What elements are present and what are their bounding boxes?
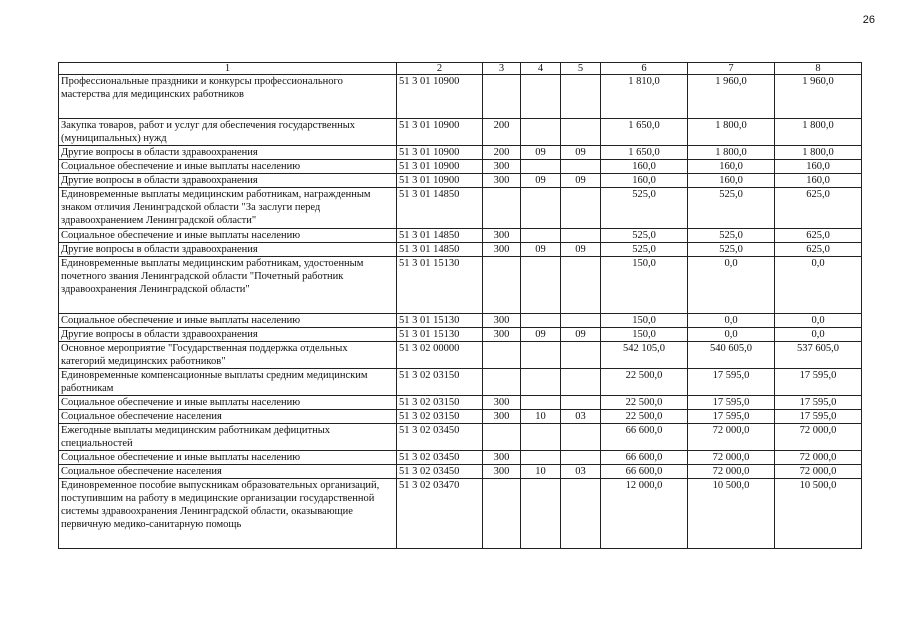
table-row [59,424,862,451]
column-header-8: 8 [775,63,862,75]
row-subsection-cell [561,257,601,314]
row-value-col7-cell: 160,0 [688,160,775,174]
row-value-col8-cell: 625,0 [775,188,862,229]
row-section-cell [521,314,561,328]
row-name-cell: Другие вопросы в области здравоохранения [59,243,397,257]
row-value-col7-cell: 0,0 [688,257,775,314]
table-row [59,328,862,342]
row-value-col8-cell: 160,0 [775,160,862,174]
row-subsection-cell: 09 [561,243,601,257]
row-value-col8-cell: 625,0 [775,229,862,243]
table-row [59,314,862,328]
row-section-cell: 10 [521,465,561,479]
table-row [59,342,862,369]
row-value-col6-cell: 525,0 [601,188,688,229]
row-value-col8-cell: 0,0 [775,314,862,328]
row-value-col6-cell: 22 500,0 [601,410,688,424]
row-name-cell: Другие вопросы в области здравоохранения [59,174,397,188]
row-name-cell: Другие вопросы в области здравоохранения [59,146,397,160]
row-value-col8-cell: 1 960,0 [775,75,862,119]
row-value-col6-cell: 66 600,0 [601,424,688,451]
row-value-col7-cell: 1 800,0 [688,119,775,146]
row-value-col7-cell: 525,0 [688,188,775,229]
row-expense-type-cell: 300 [483,328,521,342]
row-code-cell: 51 3 01 10900 [397,119,483,146]
row-value-col6-cell: 150,0 [601,314,688,328]
row-section-cell [521,396,561,410]
row-code-cell: 51 3 01 10900 [397,146,483,160]
row-expense-type-cell: 300 [483,451,521,465]
row-value-col6-cell: 22 500,0 [601,396,688,410]
row-subsection-cell: 09 [561,174,601,188]
row-value-col8-cell: 72 000,0 [775,451,862,465]
row-subsection-cell [561,451,601,465]
table-body [59,75,862,549]
row-section-cell [521,451,561,465]
row-subsection-cell [561,229,601,243]
column-header-6: 6 [601,63,688,75]
row-subsection-cell: 09 [561,146,601,160]
row-expense-type-cell: 300 [483,410,521,424]
row-expense-type-cell [483,369,521,396]
row-name-cell: Другие вопросы в области здравоохранения [59,328,397,342]
row-code-cell: 51 3 02 03470 [397,479,483,549]
table-row [59,410,862,424]
row-subsection-cell [561,314,601,328]
row-value-col6-cell: 1 650,0 [601,119,688,146]
row-code-cell: 51 3 01 10900 [397,160,483,174]
row-code-cell: 51 3 01 10900 [397,174,483,188]
row-subsection-cell [561,119,601,146]
row-expense-type-cell: 300 [483,465,521,479]
row-section-cell [521,119,561,146]
row-code-cell: 51 3 02 00000 [397,342,483,369]
row-section-cell [521,229,561,243]
row-value-col7-cell: 0,0 [688,328,775,342]
row-code-cell: 51 3 02 03450 [397,465,483,479]
row-value-col7-cell: 1 960,0 [688,75,775,119]
table-row [59,229,862,243]
row-value-col8-cell: 0,0 [775,257,862,314]
row-expense-type-cell: 300 [483,174,521,188]
row-value-col8-cell: 17 595,0 [775,396,862,410]
row-value-col8-cell: 160,0 [775,174,862,188]
column-header-3: 3 [483,63,521,75]
row-value-col6-cell: 1 810,0 [601,75,688,119]
row-name-cell: Закупка товаров, работ и услуг для обеспечения государственных (муниципальных) нужд [59,119,397,146]
row-value-col7-cell: 540 605,0 [688,342,775,369]
row-value-col7-cell: 17 595,0 [688,410,775,424]
table-row [59,396,862,410]
row-section-cell [521,369,561,396]
row-value-col6-cell: 160,0 [601,160,688,174]
row-value-col8-cell: 1 800,0 [775,146,862,160]
row-expense-type-cell [483,479,521,549]
table-row [59,146,862,160]
row-expense-type-cell [483,424,521,451]
row-expense-type-cell: 200 [483,146,521,160]
table-row [59,243,862,257]
column-header-4: 4 [521,63,561,75]
row-expense-type-cell [483,188,521,229]
row-subsection-cell [561,188,601,229]
row-expense-type-cell [483,342,521,369]
row-name-cell: Социальное обеспечение и иные выплаты населению [59,396,397,410]
page-number: 26 [862,14,875,26]
row-value-col7-cell: 0,0 [688,314,775,328]
row-subsection-cell [561,479,601,549]
row-section-cell [521,424,561,451]
row-name-cell: Единовременные выплаты медицинским работникам, награжденным знаком отличия Ленинградской области "За заслуги перед здравоохранением Ленинградской области" [59,188,397,229]
row-name-cell: Социальное обеспечение населения [59,410,397,424]
row-name-cell: Единовременные компенсационные выплаты средним медицинским работникам [59,369,397,396]
column-header-2: 2 [397,63,483,75]
row-name-cell: Единовременные выплаты медицинским работникам, удостоенным почетного звания Ленинградской области "Почетный работник здравоохранения Ленинградской области" [59,257,397,314]
column-header-5: 5 [561,63,601,75]
row-section-cell: 09 [521,174,561,188]
row-name-cell: Основное мероприятие "Государственная поддержка отдельных категорий медицинских работников" [59,342,397,369]
row-section-cell [521,160,561,174]
budget-table [58,62,862,549]
table-row [59,465,862,479]
row-subsection-cell [561,424,601,451]
row-section-cell [521,342,561,369]
row-value-col8-cell: 17 595,0 [775,369,862,396]
row-value-col8-cell: 10 500,0 [775,479,862,549]
row-expense-type-cell [483,75,521,119]
row-code-cell: 51 3 01 15130 [397,328,483,342]
row-code-cell: 51 3 01 15130 [397,257,483,314]
table-row [59,119,862,146]
row-expense-type-cell: 300 [483,243,521,257]
row-code-cell: 51 3 01 10900 [397,75,483,119]
row-value-col6-cell: 22 500,0 [601,369,688,396]
column-header-1: 1 [59,63,397,75]
row-expense-type-cell [483,257,521,314]
row-code-cell: 51 3 02 03150 [397,396,483,410]
row-value-col6-cell: 150,0 [601,328,688,342]
row-subsection-cell [561,369,601,396]
row-code-cell: 51 3 01 14850 [397,229,483,243]
row-code-cell: 51 3 02 03450 [397,424,483,451]
row-name-cell: Социальное обеспечение и иные выплаты населению [59,229,397,243]
row-section-cell [521,188,561,229]
row-value-col8-cell: 537 605,0 [775,342,862,369]
row-section-cell: 09 [521,328,561,342]
row-section-cell: 09 [521,146,561,160]
row-value-col7-cell: 17 595,0 [688,396,775,410]
row-code-cell: 51 3 02 03150 [397,410,483,424]
row-subsection-cell: 09 [561,328,601,342]
row-value-col8-cell: 625,0 [775,243,862,257]
table-row [59,257,862,314]
row-section-cell [521,479,561,549]
row-value-col6-cell: 150,0 [601,257,688,314]
row-value-col6-cell: 1 650,0 [601,146,688,160]
row-value-col8-cell: 1 800,0 [775,119,862,146]
column-header-7: 7 [688,63,775,75]
row-subsection-cell [561,342,601,369]
row-subsection-cell [561,75,601,119]
row-section-cell: 09 [521,243,561,257]
row-subsection-cell: 03 [561,410,601,424]
row-name-cell: Ежегодные выплаты медицинским работникам дефицитных специальностей [59,424,397,451]
row-subsection-cell [561,160,601,174]
row-name-cell: Социальное обеспечение и иные выплаты населению [59,451,397,465]
row-section-cell [521,257,561,314]
row-value-col6-cell: 66 600,0 [601,451,688,465]
row-value-col6-cell: 542 105,0 [601,342,688,369]
row-code-cell: 51 3 02 03150 [397,369,483,396]
table-row [59,451,862,465]
table-row [59,369,862,396]
row-subsection-cell: 03 [561,465,601,479]
row-value-col7-cell: 72 000,0 [688,465,775,479]
row-subsection-cell [561,396,601,410]
row-value-col6-cell: 66 600,0 [601,465,688,479]
row-code-cell: 51 3 01 14850 [397,188,483,229]
row-expense-type-cell: 300 [483,396,521,410]
row-expense-type-cell: 300 [483,160,521,174]
row-value-col8-cell: 72 000,0 [775,465,862,479]
row-value-col7-cell: 10 500,0 [688,479,775,549]
row-expense-type-cell: 300 [483,229,521,243]
table-row [59,188,862,229]
row-name-cell: Единовременное пособие выпускникам образовательных организаций, поступившим на работу в медицинские организации государственной системы здравоохранения Ленинградской области, оказывающие первичную медико-санитарную помощь [59,479,397,549]
row-value-col7-cell: 72 000,0 [688,424,775,451]
row-value-col8-cell: 17 595,0 [775,410,862,424]
row-section-cell [521,75,561,119]
row-value-col7-cell: 525,0 [688,229,775,243]
row-value-col6-cell: 525,0 [601,243,688,257]
table-row [59,174,862,188]
row-value-col6-cell: 525,0 [601,229,688,243]
row-value-col7-cell: 525,0 [688,243,775,257]
row-name-cell: Социальное обеспечение и иные выплаты населению [59,160,397,174]
row-value-col6-cell: 160,0 [601,174,688,188]
row-section-cell: 10 [521,410,561,424]
row-value-col8-cell: 72 000,0 [775,424,862,451]
row-value-col6-cell: 12 000,0 [601,479,688,549]
row-name-cell: Профессиональные праздники и конкурсы профессионального мастерства для медицинских работников [59,75,397,119]
row-value-col7-cell: 17 595,0 [688,369,775,396]
row-name-cell: Социальное обеспечение и иные выплаты населению [59,314,397,328]
row-value-col8-cell: 0,0 [775,328,862,342]
table-row [59,160,862,174]
row-value-col7-cell: 160,0 [688,174,775,188]
table-row [59,75,862,119]
row-code-cell: 51 3 02 03450 [397,451,483,465]
table-header-row [59,63,862,75]
row-value-col7-cell: 1 800,0 [688,146,775,160]
row-code-cell: 51 3 01 15130 [397,314,483,328]
row-expense-type-cell: 300 [483,314,521,328]
table-row [59,479,862,549]
row-name-cell: Социальное обеспечение населения [59,465,397,479]
row-expense-type-cell: 200 [483,119,521,146]
row-code-cell: 51 3 01 14850 [397,243,483,257]
row-value-col7-cell: 72 000,0 [688,451,775,465]
